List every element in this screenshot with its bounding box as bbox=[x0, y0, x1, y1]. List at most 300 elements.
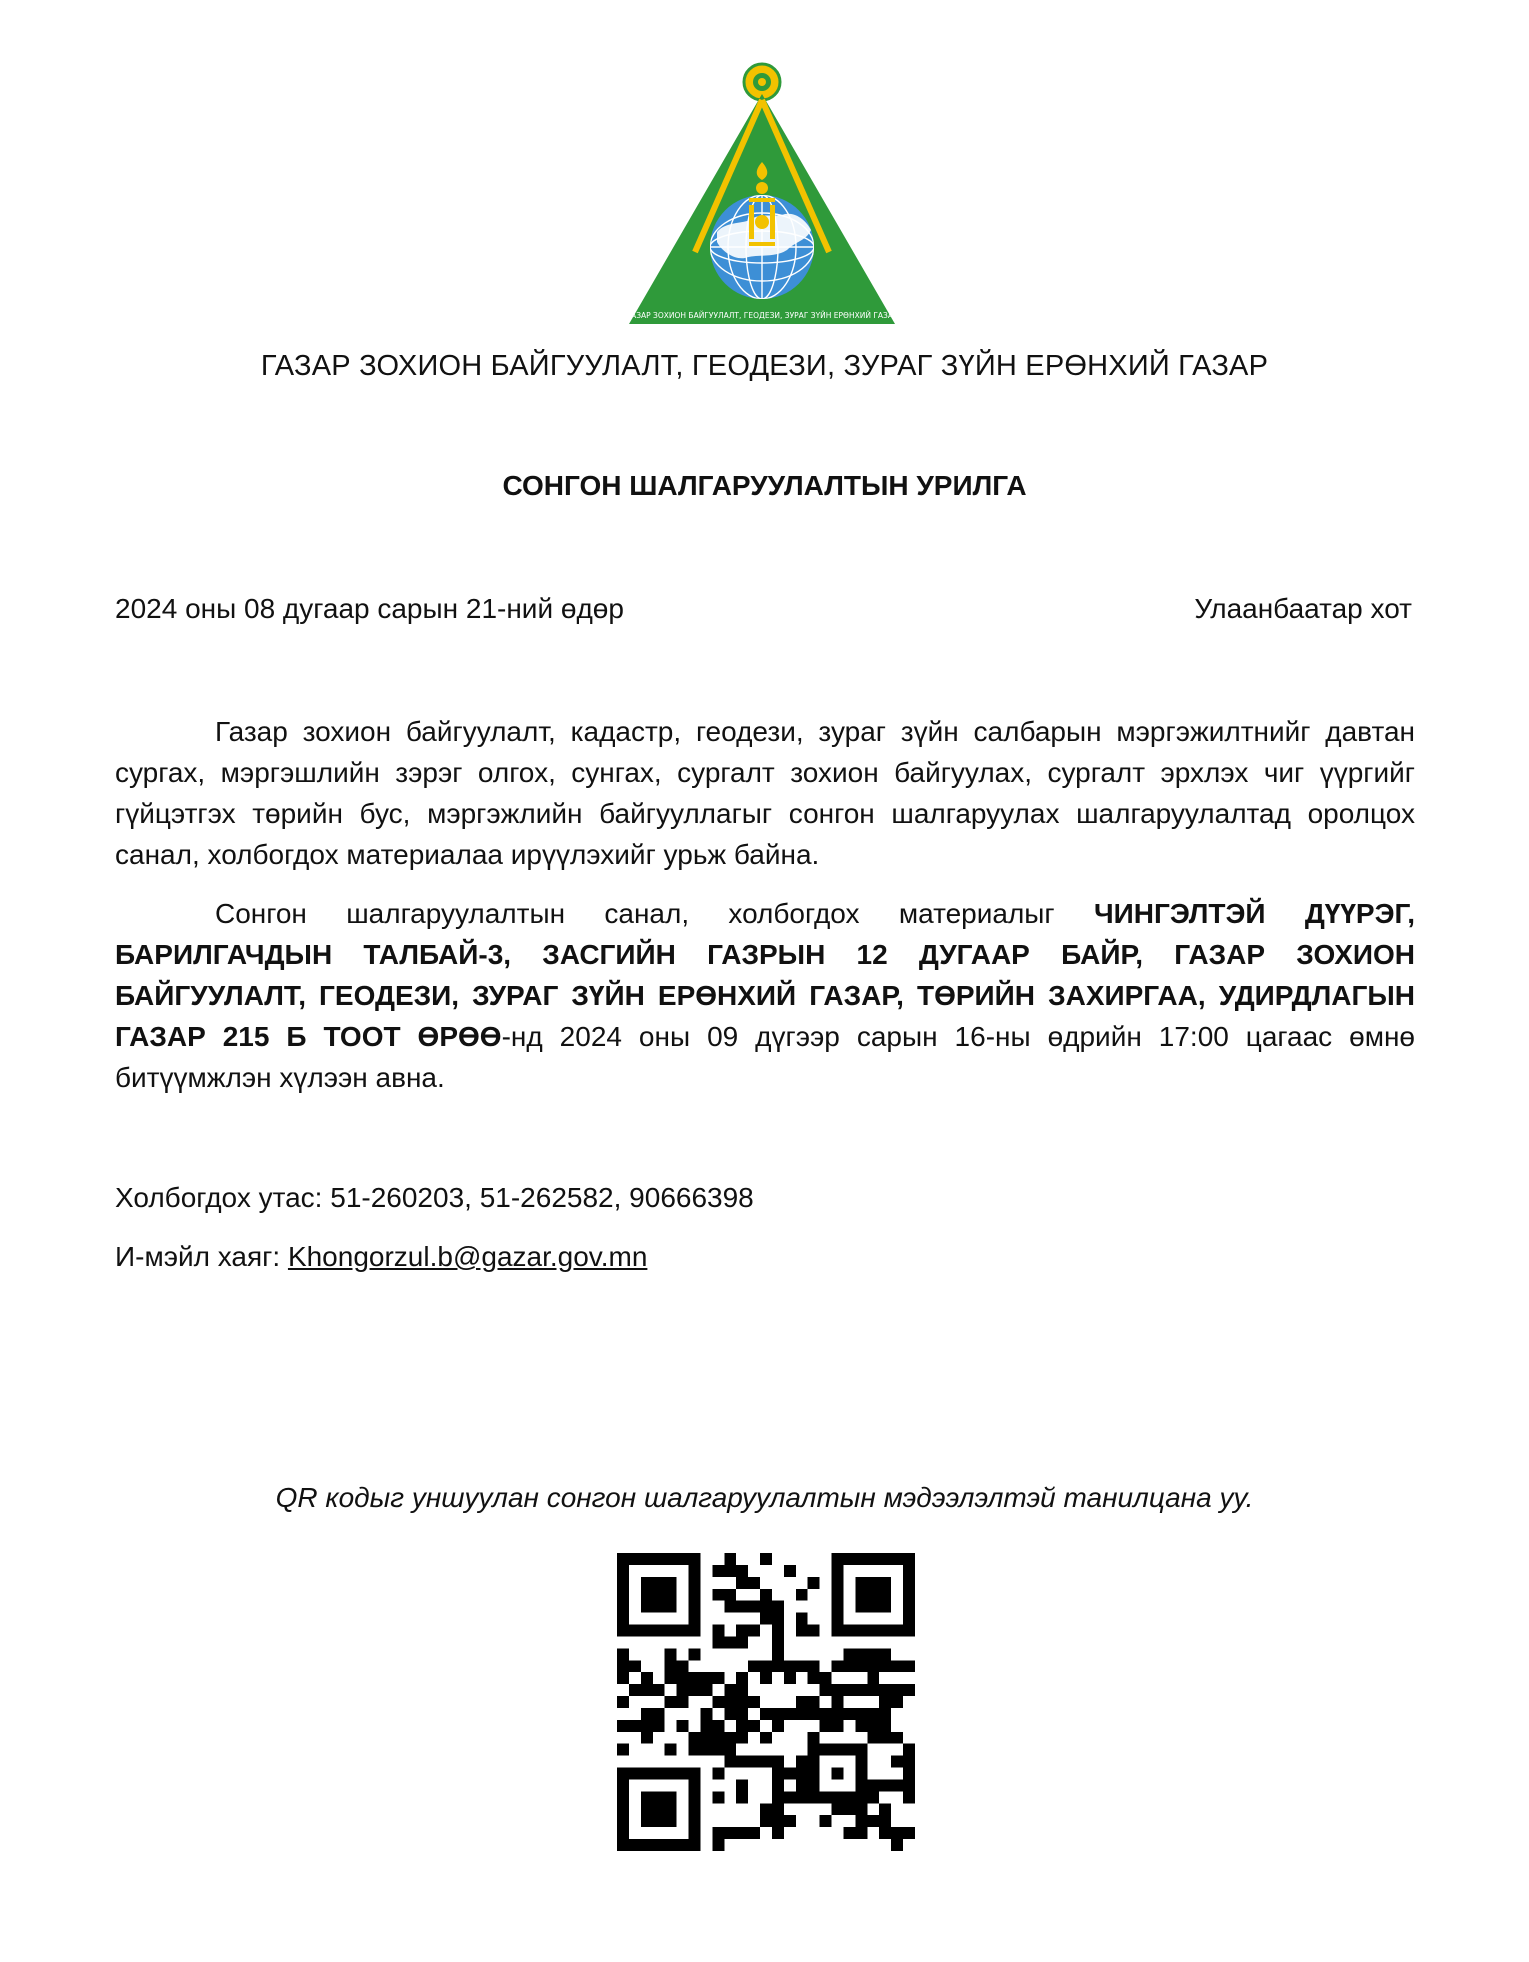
qr-module bbox=[724, 1708, 736, 1720]
qr-module bbox=[879, 1601, 891, 1613]
qr-module bbox=[843, 1708, 855, 1720]
qr-module bbox=[820, 1744, 832, 1756]
qr-module bbox=[665, 1839, 677, 1851]
qr-module bbox=[689, 1553, 701, 1565]
qr-module bbox=[867, 1815, 879, 1827]
qr-module bbox=[617, 1625, 629, 1637]
qr-module bbox=[855, 1660, 867, 1672]
qr-module bbox=[891, 1839, 903, 1851]
qr-module bbox=[808, 1577, 820, 1589]
qr-module bbox=[700, 1720, 712, 1732]
qr-module bbox=[879, 1648, 891, 1660]
contact-email bbox=[115, 1241, 647, 1273]
logo-rim-text: ГАЗАР ЗОХИОН БАЙГУУЛАЛТ, ГЕОДЕЗИ, ЗУРАГ ЗҮЙН ЕРӨНХИЙ ГАЗАР bbox=[626, 311, 898, 320]
qr-module bbox=[653, 1684, 665, 1696]
qr-module bbox=[689, 1565, 701, 1577]
qr-module bbox=[736, 1672, 748, 1684]
qr-module bbox=[617, 1779, 629, 1791]
qr-module bbox=[677, 1768, 689, 1780]
qr-module bbox=[665, 1696, 677, 1708]
qr-module bbox=[689, 1779, 701, 1791]
qr-module bbox=[891, 1732, 903, 1744]
qr-module bbox=[700, 1672, 712, 1684]
qr-module bbox=[724, 1601, 736, 1613]
phone-label: Холбогдох утас: bbox=[115, 1182, 323, 1213]
qr-module bbox=[903, 1768, 915, 1780]
qr-module bbox=[724, 1744, 736, 1756]
qr-module bbox=[903, 1779, 915, 1791]
qr-module bbox=[820, 1708, 832, 1720]
qr-module bbox=[843, 1553, 855, 1565]
qr-module bbox=[855, 1744, 867, 1756]
qr-module bbox=[832, 1803, 844, 1815]
qr-module bbox=[808, 1779, 820, 1791]
qr-module bbox=[700, 1744, 712, 1756]
qr-module bbox=[760, 1708, 772, 1720]
qr-module bbox=[760, 1756, 772, 1768]
qr-module bbox=[736, 1565, 748, 1577]
qr-module bbox=[903, 1553, 915, 1565]
qr-module bbox=[784, 1708, 796, 1720]
qr-module bbox=[843, 1660, 855, 1672]
qr-module bbox=[712, 1589, 724, 1601]
qr-module bbox=[724, 1589, 736, 1601]
qr-module bbox=[653, 1601, 665, 1613]
qr-module bbox=[832, 1720, 844, 1732]
qr-module bbox=[867, 1589, 879, 1601]
qr-module bbox=[665, 1553, 677, 1565]
qr-module bbox=[653, 1708, 665, 1720]
qr-module bbox=[808, 1791, 820, 1803]
qr-module bbox=[855, 1648, 867, 1660]
qr-module bbox=[843, 1827, 855, 1839]
qr-module bbox=[867, 1791, 879, 1803]
qr-module bbox=[867, 1708, 879, 1720]
qr-module bbox=[665, 1589, 677, 1601]
qr-module bbox=[808, 1625, 820, 1637]
qr-module bbox=[832, 1744, 844, 1756]
email-label: И-мэйл хаяг: bbox=[115, 1241, 281, 1272]
qr-module bbox=[689, 1732, 701, 1744]
qr-module bbox=[772, 1625, 784, 1637]
qr-module bbox=[772, 1648, 784, 1660]
qr-module bbox=[700, 1708, 712, 1720]
qr-module bbox=[617, 1613, 629, 1625]
qr-module bbox=[629, 1553, 641, 1565]
qr-module bbox=[891, 1756, 903, 1768]
qr-module bbox=[712, 1839, 724, 1851]
qr-module bbox=[855, 1779, 867, 1791]
qr-module bbox=[867, 1625, 879, 1637]
qr-module bbox=[641, 1791, 653, 1803]
qr-module bbox=[712, 1732, 724, 1744]
qr-module bbox=[891, 1625, 903, 1637]
qr-module bbox=[677, 1839, 689, 1851]
qr-module bbox=[689, 1577, 701, 1589]
qr-module bbox=[808, 1672, 820, 1684]
qr-module bbox=[653, 1768, 665, 1780]
qr-module bbox=[855, 1791, 867, 1803]
contact-phone bbox=[115, 1182, 754, 1214]
qr-module bbox=[665, 1791, 677, 1803]
qr-module bbox=[689, 1744, 701, 1756]
qr-module bbox=[855, 1768, 867, 1780]
qr-module bbox=[677, 1672, 689, 1684]
qr-module bbox=[832, 1708, 844, 1720]
qr-module bbox=[748, 1827, 760, 1839]
qr-module bbox=[677, 1553, 689, 1565]
qr-module bbox=[748, 1660, 760, 1672]
qr-module bbox=[832, 1565, 844, 1577]
email-link[interactable]: Khongorzul.b@gazar.gov.mn bbox=[287, 1241, 648, 1272]
qr-module bbox=[617, 1815, 629, 1827]
qr-module bbox=[843, 1625, 855, 1637]
qr-module bbox=[784, 1791, 796, 1803]
qr-module bbox=[772, 1779, 784, 1791]
qr-module bbox=[784, 1660, 796, 1672]
qr-module bbox=[855, 1577, 867, 1589]
qr-module bbox=[665, 1660, 677, 1672]
qr-module bbox=[629, 1625, 641, 1637]
qr-module bbox=[689, 1601, 701, 1613]
qr-module bbox=[617, 1720, 629, 1732]
qr-module bbox=[867, 1672, 879, 1684]
qr-module bbox=[903, 1684, 915, 1696]
qr-module bbox=[832, 1684, 844, 1696]
qr-module bbox=[879, 1720, 891, 1732]
body-paragraph-2 bbox=[115, 893, 1415, 1098]
qr-module bbox=[820, 1791, 832, 1803]
qr-module bbox=[665, 1815, 677, 1827]
qr-module bbox=[629, 1684, 641, 1696]
qr-module bbox=[724, 1636, 736, 1648]
qr-module bbox=[820, 1684, 832, 1696]
qr-module bbox=[867, 1720, 879, 1732]
submission-address: ЧИНГЭЛТЭЙ ДҮҮРЭГ, БАРИЛГАЧДЫН ТАЛБАЙ-3, ЗАСГИЙН ГАЗРЫН 12 ДУГААР БАЙР, ГАЗАР ЗОХИОН БАЙГУУЛАЛТ, ГЕОДЕЗИ, ЗУРАГ ЗҮЙН ЕРӨНХИЙ ГАЗАР, ТӨРИЙН ЗАХИРГАА, УДИРДЛАГЫН ГАЗАР 215 Б ТООТ ӨРӨӨ bbox=[115, 898, 1415, 1052]
qr-module bbox=[784, 1672, 796, 1684]
qr-module bbox=[629, 1660, 641, 1672]
qr-module bbox=[617, 1839, 629, 1851]
qr-module bbox=[855, 1553, 867, 1565]
qr-caption: QR кодыг уншуулан сонгон шалгаруулалтын мэдээлэлтэй танилцана уу. bbox=[275, 1482, 1254, 1513]
qr-module bbox=[772, 1613, 784, 1625]
qr-module bbox=[879, 1660, 891, 1672]
qr-module bbox=[832, 1625, 844, 1637]
document-date: 2024 оны 08 дугаар сарын 21-ний өдөр bbox=[115, 593, 624, 624]
qr-module bbox=[796, 1791, 808, 1803]
qr-module bbox=[748, 1756, 760, 1768]
qr-module bbox=[879, 1803, 891, 1815]
qr-module bbox=[796, 1696, 808, 1708]
qr-module bbox=[772, 1827, 784, 1839]
qr-module bbox=[689, 1648, 701, 1660]
qr-module bbox=[760, 1613, 772, 1625]
qr-module bbox=[641, 1803, 653, 1815]
qr-module bbox=[772, 1803, 784, 1815]
qr-module bbox=[796, 1768, 808, 1780]
qr-module bbox=[617, 1827, 629, 1839]
qr-module bbox=[712, 1636, 724, 1648]
qr-module bbox=[629, 1839, 641, 1851]
qr-module bbox=[641, 1684, 653, 1696]
qr-module bbox=[689, 1827, 701, 1839]
qr-module bbox=[712, 1768, 724, 1780]
qr-module bbox=[736, 1601, 748, 1613]
qr-module bbox=[879, 1553, 891, 1565]
qr-module bbox=[867, 1684, 879, 1696]
qr-module bbox=[796, 1708, 808, 1720]
qr-module bbox=[891, 1827, 903, 1839]
qr-module bbox=[617, 1553, 629, 1565]
qr-module bbox=[712, 1791, 724, 1803]
qr-module bbox=[641, 1589, 653, 1601]
qr-module bbox=[712, 1672, 724, 1684]
qr-module bbox=[724, 1756, 736, 1768]
qr-module bbox=[700, 1732, 712, 1744]
qr-module bbox=[808, 1768, 820, 1780]
qr-module bbox=[724, 1827, 736, 1839]
qr-module bbox=[903, 1744, 915, 1756]
paragraph-2-deadline: -нд 2024 оны 09 дүгээр сарын 16-ны өдрийн 17:00 цагаас өмнө битүүмжлэн хүлээн авна. bbox=[115, 1021, 1415, 1093]
qr-module bbox=[748, 1625, 760, 1637]
qr-module bbox=[903, 1565, 915, 1577]
qr-module bbox=[879, 1696, 891, 1708]
qr-module bbox=[879, 1732, 891, 1744]
qr-module bbox=[820, 1815, 832, 1827]
qr-module bbox=[653, 1625, 665, 1637]
qr-module bbox=[641, 1577, 653, 1589]
qr-module bbox=[879, 1577, 891, 1589]
qr-module bbox=[712, 1696, 724, 1708]
qr-module bbox=[772, 1768, 784, 1780]
qr-module bbox=[617, 1577, 629, 1589]
qr-module bbox=[760, 1803, 772, 1815]
qr-module bbox=[689, 1791, 701, 1803]
qr-module bbox=[748, 1720, 760, 1732]
qr-module bbox=[867, 1732, 879, 1744]
qr-module bbox=[724, 1732, 736, 1744]
qr-module bbox=[832, 1553, 844, 1565]
qr-module bbox=[689, 1803, 701, 1815]
qr-module bbox=[689, 1625, 701, 1637]
qr-module bbox=[736, 1708, 748, 1720]
qr-module bbox=[689, 1613, 701, 1625]
qr-module bbox=[760, 1553, 772, 1565]
qr-module bbox=[641, 1720, 653, 1732]
qr-module bbox=[748, 1601, 760, 1613]
qr-module bbox=[641, 1625, 653, 1637]
qr-module bbox=[808, 1756, 820, 1768]
qr-module bbox=[617, 1672, 629, 1684]
qr-module bbox=[891, 1696, 903, 1708]
qr-module bbox=[700, 1684, 712, 1696]
qr-module bbox=[641, 1601, 653, 1613]
qr-module bbox=[665, 1648, 677, 1660]
qr-module bbox=[712, 1744, 724, 1756]
qr-module bbox=[879, 1684, 891, 1696]
qr-module bbox=[677, 1696, 689, 1708]
paragraph-2-intro: Сонгон шалгаруулалтын санал, холбогдох материалыг bbox=[215, 898, 1094, 929]
qr-module bbox=[796, 1779, 808, 1791]
qr-module bbox=[641, 1672, 653, 1684]
qr-module bbox=[736, 1720, 748, 1732]
qr-module bbox=[832, 1660, 844, 1672]
qr-module bbox=[653, 1553, 665, 1565]
qr-module bbox=[832, 1768, 844, 1780]
qr-module bbox=[855, 1756, 867, 1768]
qr-module bbox=[808, 1744, 820, 1756]
qr-module bbox=[855, 1625, 867, 1637]
qr-module bbox=[879, 1779, 891, 1791]
qr-module bbox=[832, 1577, 844, 1589]
qr-module bbox=[677, 1660, 689, 1672]
qr-module bbox=[796, 1756, 808, 1768]
qr-module bbox=[617, 1565, 629, 1577]
qr-module bbox=[891, 1660, 903, 1672]
qr-module bbox=[772, 1708, 784, 1720]
qr-module bbox=[641, 1708, 653, 1720]
qr-module bbox=[855, 1815, 867, 1827]
qr-module bbox=[760, 1815, 772, 1827]
qr-module bbox=[855, 1708, 867, 1720]
qr-module bbox=[772, 1660, 784, 1672]
qr-module bbox=[748, 1696, 760, 1708]
qr-module bbox=[843, 1648, 855, 1660]
qr-module bbox=[891, 1684, 903, 1696]
qr-module bbox=[736, 1827, 748, 1839]
qr-module bbox=[617, 1648, 629, 1660]
qr-module bbox=[641, 1839, 653, 1851]
qr-module bbox=[772, 1815, 784, 1827]
qr-module bbox=[784, 1768, 796, 1780]
document-title: СОНГОН ШАЛГАРУУЛАЛТЫН УРИЛГА bbox=[502, 470, 1027, 501]
qr-module bbox=[855, 1720, 867, 1732]
qr-module bbox=[736, 1732, 748, 1744]
qr-module bbox=[855, 1684, 867, 1696]
qr-module bbox=[903, 1613, 915, 1625]
qr-module bbox=[808, 1708, 820, 1720]
qr-code-icon[interactable] bbox=[617, 1553, 915, 1851]
qr-module bbox=[879, 1589, 891, 1601]
qr-module bbox=[760, 1660, 772, 1672]
qr-module bbox=[796, 1613, 808, 1625]
qr-module bbox=[653, 1815, 665, 1827]
qr-module bbox=[867, 1648, 879, 1660]
qr-module bbox=[653, 1589, 665, 1601]
qr-module bbox=[617, 1803, 629, 1815]
qr-module bbox=[689, 1815, 701, 1827]
qr-module bbox=[736, 1625, 748, 1637]
qr-module bbox=[689, 1839, 701, 1851]
qr-module bbox=[772, 1601, 784, 1613]
qr-module bbox=[617, 1791, 629, 1803]
qr-module bbox=[832, 1613, 844, 1625]
qr-module bbox=[903, 1791, 915, 1803]
qr-module bbox=[617, 1589, 629, 1601]
qr-module bbox=[617, 1744, 629, 1756]
qr-module bbox=[903, 1660, 915, 1672]
qr-module bbox=[677, 1684, 689, 1696]
qr-module bbox=[677, 1720, 689, 1732]
qr-module bbox=[903, 1625, 915, 1637]
qr-module bbox=[855, 1601, 867, 1613]
qr-module bbox=[629, 1768, 641, 1780]
qr-module bbox=[736, 1577, 748, 1589]
qr-module bbox=[736, 1684, 748, 1696]
qr-module bbox=[772, 1791, 784, 1803]
qr-module bbox=[891, 1553, 903, 1565]
qr-module bbox=[903, 1577, 915, 1589]
qr-module bbox=[820, 1720, 832, 1732]
qr-module bbox=[760, 1732, 772, 1744]
qr-module bbox=[784, 1565, 796, 1577]
qr-module bbox=[832, 1791, 844, 1803]
qr-module bbox=[879, 1815, 891, 1827]
qr-module bbox=[712, 1565, 724, 1577]
qr-module bbox=[867, 1601, 879, 1613]
qr-module bbox=[879, 1625, 891, 1637]
qr-module bbox=[903, 1589, 915, 1601]
qr-module bbox=[736, 1791, 748, 1803]
qr-module bbox=[832, 1589, 844, 1601]
qr-module bbox=[653, 1720, 665, 1732]
qr-module bbox=[665, 1601, 677, 1613]
qr-module bbox=[617, 1660, 629, 1672]
qr-module bbox=[796, 1589, 808, 1601]
qr-module bbox=[641, 1768, 653, 1780]
qr-module bbox=[712, 1720, 724, 1732]
qr-module bbox=[617, 1601, 629, 1613]
qr-module bbox=[879, 1708, 891, 1720]
qr-module bbox=[689, 1684, 701, 1696]
qr-module bbox=[653, 1839, 665, 1851]
qr-module bbox=[736, 1636, 748, 1648]
qr-module bbox=[891, 1779, 903, 1791]
qr-module bbox=[665, 1625, 677, 1637]
qr-module bbox=[867, 1577, 879, 1589]
qr-module bbox=[653, 1577, 665, 1589]
qr-module bbox=[843, 1791, 855, 1803]
qr-module bbox=[808, 1696, 820, 1708]
qr-module bbox=[760, 1589, 772, 1601]
qr-module bbox=[736, 1779, 748, 1791]
qr-module bbox=[665, 1768, 677, 1780]
qr-module bbox=[832, 1601, 844, 1613]
qr-module bbox=[653, 1791, 665, 1803]
qr-module bbox=[760, 1601, 772, 1613]
qr-module bbox=[796, 1660, 808, 1672]
qr-module bbox=[808, 1732, 820, 1744]
qr-module bbox=[867, 1779, 879, 1791]
qr-module bbox=[808, 1660, 820, 1672]
qr-module bbox=[724, 1696, 736, 1708]
organization-title: ГАЗАР ЗОХИОН БАЙГУУЛАЛТ, ГЕОДЕЗИ, ЗУРАГ ЗҮЙН ЕРӨНХИЙ ГАЗАР bbox=[260, 350, 1269, 382]
qr-module bbox=[665, 1744, 677, 1756]
qr-module bbox=[855, 1803, 867, 1815]
qr-module bbox=[843, 1744, 855, 1756]
qr-module bbox=[772, 1636, 784, 1648]
qr-module bbox=[653, 1803, 665, 1815]
qr-module bbox=[867, 1553, 879, 1565]
qr-module bbox=[867, 1660, 879, 1672]
qr-module bbox=[712, 1625, 724, 1637]
qr-module bbox=[665, 1577, 677, 1589]
qr-module bbox=[772, 1756, 784, 1768]
qr-module bbox=[855, 1827, 867, 1839]
qr-module bbox=[843, 1803, 855, 1815]
phone-value: 51-260203, 51-262582, 90666398 bbox=[330, 1182, 754, 1213]
qr-module bbox=[736, 1756, 748, 1768]
